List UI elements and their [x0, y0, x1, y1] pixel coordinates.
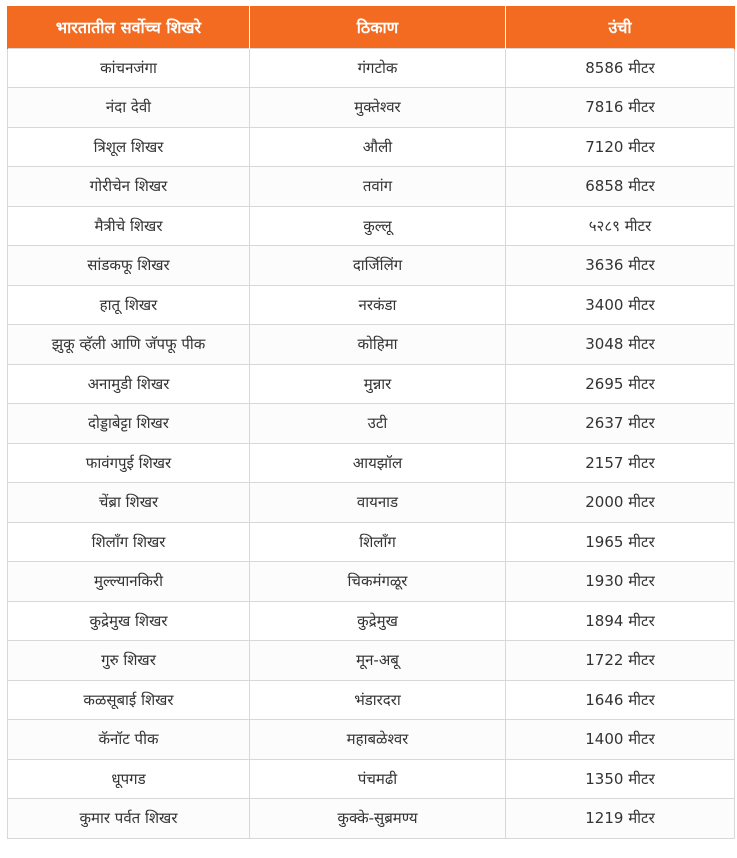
peak-name-cell: हातू शिखर — [8, 285, 250, 325]
peak-name-cell: कांचनजंगा — [8, 48, 250, 88]
peaks-table-container — [7, 6, 734, 839]
location-cell: शिलाँग — [250, 522, 506, 562]
location-cell: कोहिमा — [250, 325, 506, 365]
height-cell: 1965 मीटर — [506, 522, 735, 562]
height-cell: 1722 मीटर — [506, 641, 735, 681]
header-peak: भारतातील सर्वोच्च शिखरे — [8, 6, 250, 48]
location-cell: दार्जिलिंग — [250, 246, 506, 286]
peak-name-cell: मैत्रीचे शिखर — [8, 206, 250, 246]
peak-name-cell: झुकू व्हॅली आणि जॅपफू पीक — [8, 325, 250, 365]
height-cell: 1219 मीटर — [506, 799, 735, 839]
height-cell: 8586 मीटर — [506, 48, 735, 88]
table-row — [8, 167, 735, 207]
location-cell: तवांग — [250, 167, 506, 207]
table-row — [8, 285, 735, 325]
location-cell: महाबळेश्वर — [250, 720, 506, 760]
location-cell: पंचमढी — [250, 759, 506, 799]
table-body — [8, 48, 735, 838]
peak-name-cell: दोड्डाबेट्टा शिखर — [8, 404, 250, 444]
peak-name-cell: त्रिशूल शिखर — [8, 127, 250, 167]
location-cell: उटी — [250, 404, 506, 444]
location-cell: आयझॉल — [250, 443, 506, 483]
table-row — [8, 601, 735, 641]
table-row — [8, 483, 735, 523]
height-cell: 7120 मीटर — [506, 127, 735, 167]
height-cell: ५२८९ मीटर — [506, 206, 735, 246]
table-row — [8, 720, 735, 760]
peak-name-cell: शिलाँग शिखर — [8, 522, 250, 562]
table-row — [8, 206, 735, 246]
height-cell: 1350 मीटर — [506, 759, 735, 799]
location-cell: मून-अबू — [250, 641, 506, 681]
table-row — [8, 404, 735, 444]
table-row — [8, 680, 735, 720]
table-row — [8, 799, 735, 839]
peak-name-cell: कुमार पर्वत शिखर — [8, 799, 250, 839]
peaks-table — [7, 6, 735, 839]
height-cell: 3400 मीटर — [506, 285, 735, 325]
table-row — [8, 641, 735, 681]
peak-name-cell: गुरु शिखर — [8, 641, 250, 681]
table-header — [8, 6, 735, 48]
location-cell: नरकंडा — [250, 285, 506, 325]
height-cell: 1930 मीटर — [506, 562, 735, 602]
table-row — [8, 127, 735, 167]
header-height: उंची — [506, 6, 735, 48]
peak-name-cell: कॅनॉट पीक — [8, 720, 250, 760]
table-row — [8, 325, 735, 365]
location-cell: कुक्के-सुब्रमण्य — [250, 799, 506, 839]
height-cell: 7816 मीटर — [506, 88, 735, 128]
peak-name-cell: अनामुडी शिखर — [8, 364, 250, 404]
height-cell: 2695 मीटर — [506, 364, 735, 404]
table-row — [8, 364, 735, 404]
location-cell: कुल्लू — [250, 206, 506, 246]
peak-name-cell: धूपगड — [8, 759, 250, 799]
location-cell: औली — [250, 127, 506, 167]
location-cell: चिकमंगळूर — [250, 562, 506, 602]
height-cell: 1400 मीटर — [506, 720, 735, 760]
height-cell: 1646 मीटर — [506, 680, 735, 720]
table-row — [8, 246, 735, 286]
height-cell: 3048 मीटर — [506, 325, 735, 365]
peak-name-cell: चेंब्रा शिखर — [8, 483, 250, 523]
peak-name-cell: सांडकफू शिखर — [8, 246, 250, 286]
location-cell: कुद्रेमुख — [250, 601, 506, 641]
peak-name-cell: मुल्ल्यानकिरी — [8, 562, 250, 602]
location-cell: गंगटोक — [250, 48, 506, 88]
height-cell: 2637 मीटर — [506, 404, 735, 444]
header-location: ठिकाण — [250, 6, 506, 48]
height-cell: 6858 मीटर — [506, 167, 735, 207]
table-row — [8, 48, 735, 88]
peak-name-cell: कुद्रेमुख शिखर — [8, 601, 250, 641]
peak-name-cell: कळसूबाई शिखर — [8, 680, 250, 720]
height-cell: 1894 मीटर — [506, 601, 735, 641]
location-cell: मुक्तेश्वर — [250, 88, 506, 128]
table-row — [8, 562, 735, 602]
height-cell: 2157 मीटर — [506, 443, 735, 483]
height-cell: 3636 मीटर — [506, 246, 735, 286]
table-row — [8, 443, 735, 483]
peak-name-cell: गोरीचेन शिखर — [8, 167, 250, 207]
peak-name-cell: नंदा देवी — [8, 88, 250, 128]
location-cell: भंडारदरा — [250, 680, 506, 720]
peak-name-cell: फावंगपुई शिखर — [8, 443, 250, 483]
location-cell: वायनाड — [250, 483, 506, 523]
table-row — [8, 88, 735, 128]
height-cell: 2000 मीटर — [506, 483, 735, 523]
header-row — [8, 6, 735, 48]
table-row — [8, 522, 735, 562]
location-cell: मुन्नार — [250, 364, 506, 404]
table-row — [8, 759, 735, 799]
